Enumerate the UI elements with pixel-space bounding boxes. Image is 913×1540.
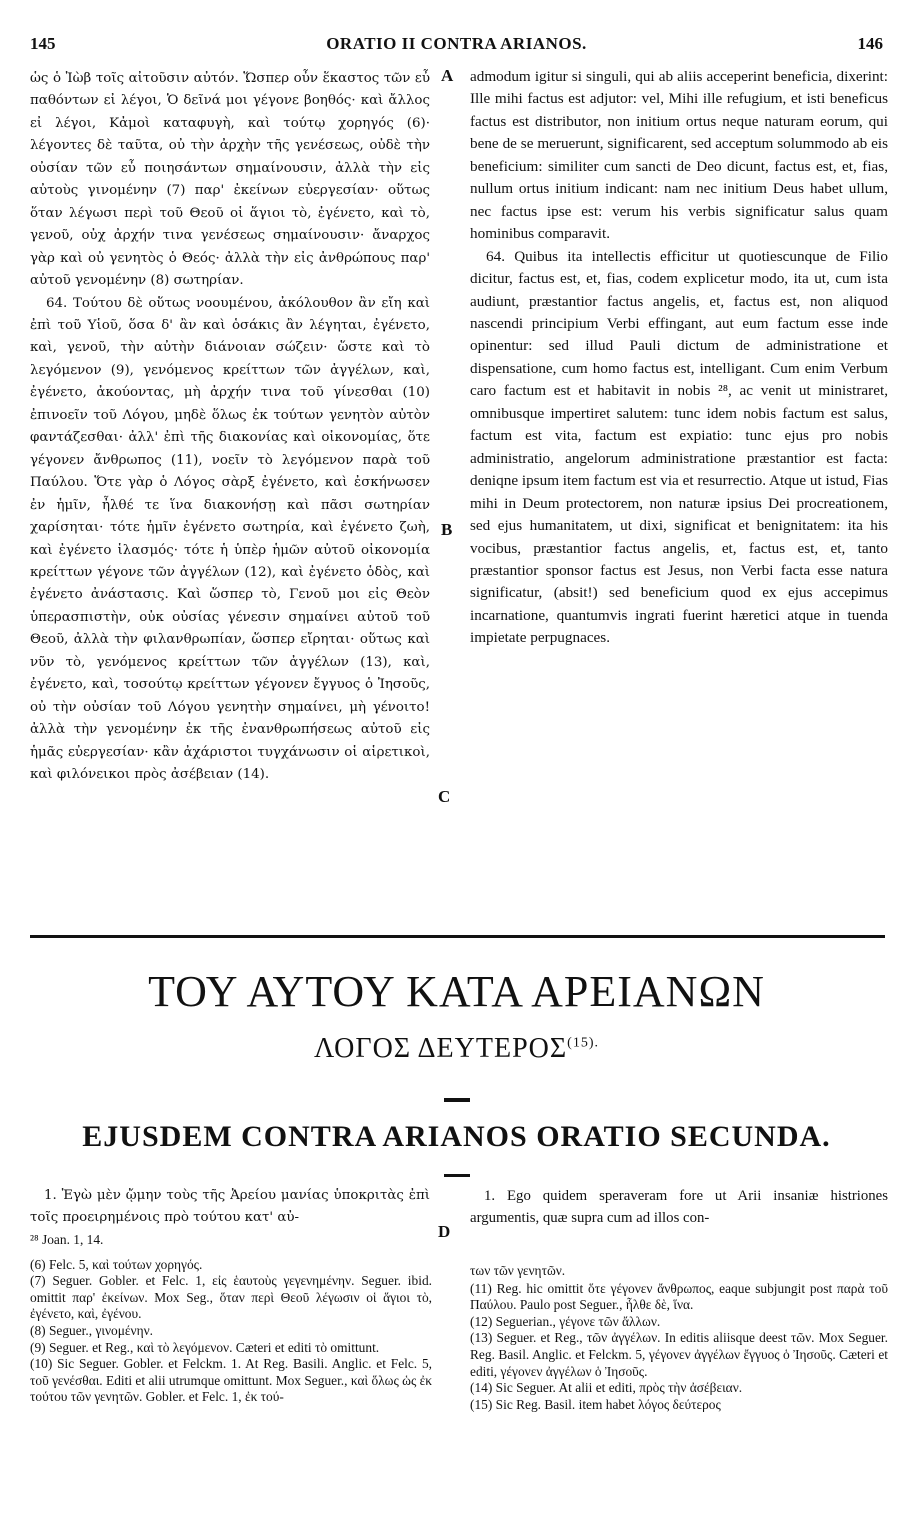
footnotes-right [470, 1263, 888, 1413]
greek-subtitle-text: ΛΟΓΟΣ ΔΕΥΤΕΡΟΣ [314, 1033, 568, 1064]
footnote-12: (12) Seguerian., γέγονε τῶν ἄλλων. [470, 1313, 661, 1329]
running-title: ORATIO II CONTRA ARIANOS. [326, 34, 587, 53]
greek-section-subtitle [0, 1033, 913, 1065]
footnote-8: (8) Seguer., γινομένην. [30, 1322, 153, 1338]
margin-marker-c: C [438, 787, 451, 806]
greek-paragraph-64: 64. Τούτου δὲ οὕτως νοουμένου, ἀκόλουθον ἂν εἴη καὶ ἐπὶ τοῦ Υἱοῦ, ὅσα δ' ἂν καὶ ὁσάκις ἂν λέγηται, ἐγένετο, καὶ, γενοῦ, τὴν αὐτὴν διάνοιαν σώζειν· ὥστε καὶ τὸ λεγόμενον (9), γενόμενος κρείττων τῶν ἀγγέλων, καὶ, ἐγένετο, ἀκούοντας, μὴ ἀρχήν τινα τοῦ γίνεσθαι (10) ἐπινοεῖν τοῦ Λόγου, μηδὲ ὅλως ἐκ τούτων γενητὸν αὐτὸν φαντάζεσθαι· ἀλλ' ἐπὶ τῆς διακονίας καὶ οἰκονομίας, ὅτε γέγονεν ἄνθρωπος (11), νοεῖν τὸ λεγόμενον παρὰ τοῦ Παύλου. Ὅτε γὰρ ὁ Λόγος σὰρξ ἐγένετο, καὶ ἐσκήνωσεν ἐν ἡμῖν, ἦλθέ τε ἵνα διακονήσῃ καὶ πᾶσι σωτηρίαν χαρίσηται· τότε ἡμῖν ἐγένετο σωτηρία, καὶ ἐγένετο ζωὴ, καὶ ἐγένετο ἱλασμός· τότε ἡ ὑπὲρ ἡμῶν αὐτοῦ οἰκονομία κρείττων γέγονε τῶν ἀγγέλων (12), καὶ ἐγένετο ὁδὸς, καὶ ἐγένετο ἀνάστασις. Καὶ ὥσπερ τὸ, Γενοῦ μοι εἰς Θεὸν ὑπερασπιστὴν, οὐκ οὐσίας γένεσιν σημαίνει αὐτοῦ τοῦ Θεοῦ, ἀλλὰ τὴν φιλανθρωπίαν, ὥσπερ εἴρηται· οὕτως καὶ νῦν τὸ, γενόμενος κρείττων τῶν ἀγγέλων (13), καὶ, ἐγένετο, καὶ, τοσούτῳ κρείττων γέγονεν ἔγγυος ὁ Ἰησοῦς, οὐ τὴν οὐσίαν τοῦ Λόγου γενητὴν σημαίνει, μὴ γένοιτο! ἀλλὰ τὴν γενομένην ἐκ τῆς ἐνανθρωπήσεως αὐτοῦ εἰς ἡμᾶς εὐεργεσίαν· κἂν ἀχάριστοι τυγχάνωσιν οἱ αἱρετικοὶ, καὶ φιλόνεικοι πρὸς ἀσέβειαν (14). [30, 295, 430, 783]
footnote-6: (6) Felc. 5, καὶ τούτων χορηγός. [30, 1256, 203, 1272]
footnote-10-continued: των τῶν γενητῶν. [470, 1263, 566, 1278]
footnote-15: (15) Sic Reg. Basil. item habet λόγος δεύτερος [470, 1396, 721, 1412]
greek-section-title: ΤΟΥ ΑΥΤΟΥ ΚΑΤΑ ΑΡΕΙΑΝΩΝ [148, 967, 765, 1016]
latin-section-title: EJUSDEM CONTRA ARIANOS ORATIO SECUNDA. [82, 1120, 831, 1153]
greek-paragraph-1: ὡς ὁ Ἰὼβ τοῖς αἰτοῦσιν αὐτόν. Ὥσπερ οὖν ἕκαστος τῶν εὖ παθόντων εἰ λέγοι, Ὁ δεῖνά μοι γέγονε βοηθός· καὶ ἄλλος εἰ λέγοι, Κἀμοὶ καταφυγὴ, καὶ τούτῳ χορηγός (6)· λέγοντες δὲ ταῦτα, οὐ τὴν ἀρχὴν τῆς γενέσεως, οὐδὲ τὴν οὐσίαν τῶν εὖ ποιησάντων σημαίνουσιν, ἀλλὰ τὴν εἰς αὐτοὺς γινομένην (7) παρ' ἐκείνων εὐεργεσίαν· οὕτως ὅταν λέγωσι περὶ τοῦ Θεοῦ οἱ ἅγιοι τὸ, ἐγένετο, καὶ τὸ, γενοῦ, οὐχ ἀρχήν τινα γενέσεως σημαίνουσιν· ἄναρχος γὰρ καὶ οὐ γενητὸς ὁ Θεός· ἀλλὰ τὴν εἰς ἀνθρώπους παρ' αὐτοῦ γενομένην (8) σωτηρίαν. [30, 71, 430, 289]
running-head [30, 34, 883, 56]
section-divider-rule [30, 935, 885, 938]
greek-subtitle-note: (15). [567, 1035, 599, 1051]
latin-incipit-text: 1. Ego quidem speraveram fore ut Arii insaniæ histriones argumentis, quæ supra cum ad illos con- [470, 1188, 888, 1226]
greek-incipit-text: 1. Ἐγὼ μὲν ᾤμην τοὺς τῆς Ἀρείου μανίας ὑποκριτὰς ἐπὶ τοῖς προειρημένοις πρὸ τούτου κατ' αὐ- [30, 1188, 430, 1225]
footnotes-left [30, 1232, 432, 1406]
greek-text-column [30, 68, 430, 787]
page-number-right: 146 [857, 34, 883, 53]
greek-incipit [30, 1185, 430, 1229]
footnote-10: (10) Sic Seguer. Gobler. et Felckm. 1. At Reg. Basili. Anglic. et Felc. 5, τοῦ γενέσθαι. Editi et alii utrumque omittunt. Mox Seguer., καὶ ὅλως ὡς ἐκ τούτου τῶν γενητῶν. Gobler. et Felc. 1, ἐκ τού- [30, 1356, 432, 1405]
latin-text-column [470, 66, 888, 650]
latin-paragraph-1: admodum igitur si singuli, qui ab aliis acceperint beneficia, dixerint: Ille mihi factus est adjutor: vel, Mihi ille refugium, et isti beneficus factus est distributor, non initium ortus neque naturam eorum, qui bene de se meruerunt, significarent, sed acceptum solummodo ab eis beneficium: similiter cum sancti de Deo dicunt, factus est, et, fias, nullum ortus initium indicant: nam nec initium Deus habet ullum, nec factus ipse est: verum his verbis significatur salus quam hominibus comparavit. [470, 68, 888, 243]
footnote-14: (14) Sic Seguer. At alii et editi, πρὸς τὴν ἀσέβειαν. [470, 1380, 743, 1396]
footnote-9: (9) Seguer. et Reg., καὶ τὸ λεγόμενον. Cæteri et editi τὸ omittunt. [30, 1339, 380, 1355]
title-dash-2 [444, 1174, 470, 1177]
footnote-7: (7) Seguer. Gobler. et Felc. 1, εἰς ἑαυτοὺς γεγενημένην. Seguer. ibid. omittit παρ' ἐκείνων. Mox Seg., ὅταν περὶ Θεοῦ λέγωσιν οἱ ἅγιοι τὸ, ἐγένετο, καὶ, ἐγένου. [30, 1273, 432, 1322]
margin-marker-d: D [438, 1222, 451, 1241]
margin-marker-a: A [441, 66, 454, 85]
page-number-left: 145 [30, 34, 56, 53]
title-dash-1 [444, 1098, 470, 1102]
latin-incipit [470, 1185, 888, 1229]
latin-paragraph-64: 64. Quibus ita intellectis efficitur ut quotiescunque de Filio dicitur, factus est, et, fias, codem explicetur modo, ita ut, cum ista audiunt, præstantior factus angelis, et, factus est, non aliquod nascendi principium Verbi effingant, aut eum factum esse inde opinentur: sed illud Pauli dictum de administratione et dispensatione, cum homo factus est, intelligant. Cum enim Verbum caro factum est et habitavit in nobis ²⁸, ac venit ut ministraret, omnibusque impertiret salutem: tunc idem nobis factum est salus, factum est vita, factum est expiatio: tunc ejus pro nobis administratio, angelorum administratione præstantior est facta: deniqne ipsum item factum est via et resurrectio. Atque ut istud, Fias mihi in Deum protectorem, non naturæ ipsius Dei procreationem, sed ejus humanitatem, ut dixi, significat et benignitatem: ita his vocibus, præstantior factus angelis, et, factus est, et, tanto præstantior sponsor factus est Jesus, non Verbi facta esse natura significatur, (absit!) sed beneficium quod ex ejus accepimus incarnatione, quantumvis ingrati fuerint hæretici atque in tuenda impietate perpugnaces. [470, 247, 888, 647]
margin-marker-b: B [441, 520, 453, 539]
footnote-13: (13) Seguer. et Reg., τῶν ἀγγέλων. In editis aliisque deest τῶν. Mox Seguer. Reg. Basil. Anglic. et Felckm. 5, γέγονεν ἀγγέλων ἔγγυος ὁ Ἰησοῦς. Cæteri et editi, γέγονεν ἀγγέλων ὁ Ἰησοῦς. [470, 1330, 888, 1379]
footnote-11: (11) Reg. hic omittit ὅτε γέγονεν ἄνθρωπος, eaque subjungit post παρὰ τοῦ Παύλου. Paulo post Seguer., ἦλθε δὲ, ἵνα. [470, 1280, 888, 1313]
scripture-reference: ²⁸ Joan. 1, 14. [30, 1232, 104, 1247]
